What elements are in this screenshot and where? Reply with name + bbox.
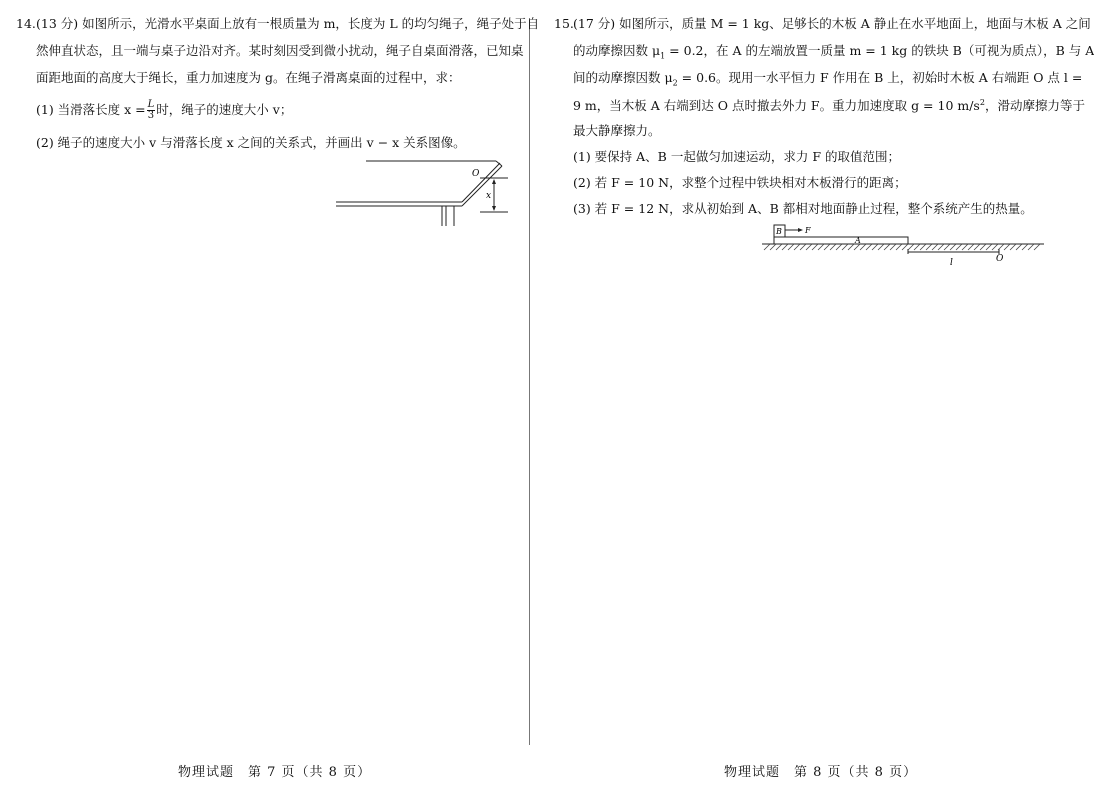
- problem-text-line: [573, 72, 1082, 88]
- problem-text-line: 最大静摩擦力。: [573, 123, 661, 138]
- fraction: [147, 100, 156, 121]
- question-1: [36, 100, 292, 121]
- label-l: l: [950, 258, 953, 268]
- question-2: (2) 若 F = 10 N，求整个过程中铁块相对木板滑行的距离；: [573, 175, 907, 190]
- label-a: A: [855, 236, 861, 245]
- label-x: x: [486, 191, 492, 201]
- superscript: 2: [979, 98, 985, 107]
- page-footer: 物理试题 第 8 页（共 8 页）: [724, 765, 918, 780]
- fraction-numerator: L: [147, 99, 155, 110]
- board-a: [774, 237, 908, 244]
- table-corner: [496, 161, 502, 166]
- subscript: 1: [660, 51, 666, 61]
- label-b: B: [776, 227, 782, 236]
- table-slope-edge-lower: [462, 166, 502, 206]
- label-f: F: [805, 226, 811, 235]
- question-3: (3) 若 F = 12 N，求从初始到 A、B 都相对地面静止过程，整个系统产生的热量。: [573, 201, 1033, 216]
- subscript: 2: [672, 78, 678, 88]
- arrow-down: [492, 206, 496, 211]
- block-board-diagram: [758, 222, 1048, 268]
- rope-table-diagram: [334, 156, 510, 228]
- problem-number: 14.: [16, 16, 36, 31]
- question-1: (1) 要保持 A、B 一起做匀加速运动，求力 F 的取值范围；: [573, 149, 900, 164]
- text-run: 的动摩擦因数 μ: [573, 43, 661, 58]
- problem-text-line: [573, 99, 1085, 113]
- page-7: [0, 0, 540, 800]
- page-8: [532, 0, 1094, 800]
- page-divider: [529, 18, 530, 745]
- ground-hatch: [764, 244, 1040, 250]
- text-run: 间的动摩擦因数 μ: [573, 70, 673, 85]
- problem-text-line: [573, 45, 1094, 61]
- block-board-svg: [758, 222, 1048, 268]
- text-run: ，滑动摩擦力等于: [984, 98, 1085, 114]
- fraction-denominator: 3: [147, 110, 155, 121]
- question-1-prefix: (1) 当滑落长度 x =: [36, 102, 146, 117]
- problem-text-line: 面距地面的高度大于绳长，重力加速度为 g。在绳子滑离桌面的过程中，求：: [36, 70, 461, 85]
- problem-number: 15.: [554, 16, 574, 31]
- label-o: O: [996, 254, 1004, 264]
- text-run: = 0.6。现用一水平恒力 F 作用在 B 上，初始时木板 A 右端距 O 点 l =: [677, 70, 1083, 85]
- force-arrow-head: [798, 228, 803, 232]
- page-footer: 物理试题 第 7 页（共 8 页）: [178, 765, 372, 780]
- text-run: = 0.2，在 A 的左端放置一质量 m = 1 kg 的铁块 B（可视为质点），B 与 A: [665, 43, 1094, 58]
- question-1-suffix: 时，绳子的速度大小 v；: [156, 102, 293, 117]
- rope-table-svg: [334, 156, 510, 228]
- problem-text-line: (13 分) 如图所示，光滑水平桌面上放有一根质量为 m，长度为 L 的均匀绳子，绳子处于自: [36, 16, 540, 31]
- arrow-up: [492, 179, 496, 184]
- text-run: 9 m，当木板 A 右端到达 O 点时撤去外力 F。重力加速度取 g = 10 m/s: [573, 98, 980, 114]
- label-o: O: [472, 169, 480, 179]
- problem-text-line: 然伸直状态，且一端与桌子边沿对齐。某时刻因受到微小扰动，绳子自桌面滑落，已知桌: [36, 43, 524, 58]
- question-2: (2) 绳子的速度大小 v 与滑落长度 x 之间的关系式，并画出 v − x 关系图像。: [36, 135, 466, 150]
- problem-text-line: (17 分) 如图所示，质量 M = 1 kg、足够长的木板 A 静止在水平地面上，地面与木板 A 之间: [573, 16, 1091, 31]
